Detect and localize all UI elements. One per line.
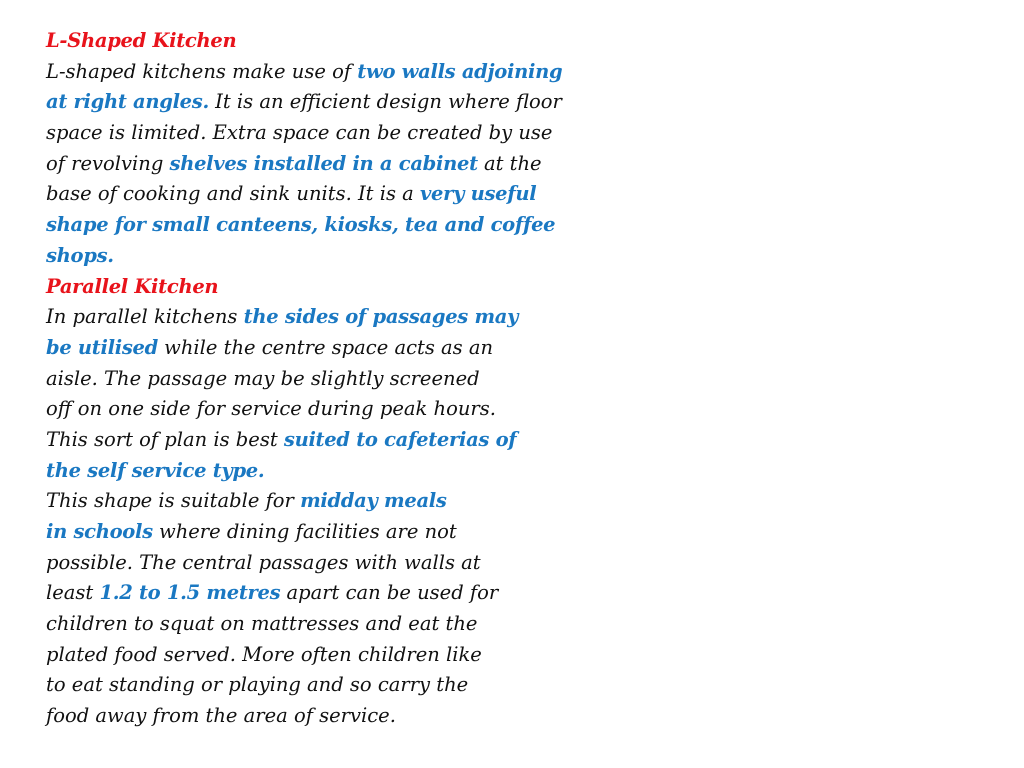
text-line (46, 118, 606, 149)
text-line (46, 333, 606, 364)
body-text: base of cooking and sink units. It is a (46, 182, 420, 206)
body-text: to eat standing or playing and so carry the (46, 673, 469, 697)
text-line (46, 486, 606, 517)
highlighted-phrase: be utilised (46, 335, 158, 359)
text-line (46, 609, 606, 640)
text-line (46, 302, 606, 333)
section-heading: Parallel Kitchen (46, 274, 219, 298)
highlighted-phrase: in schools (46, 520, 153, 543)
highlighted-phrase: shelves installed in a cabinet (169, 151, 478, 175)
highlighted-phrase: the self service type. (46, 458, 265, 482)
highlighted-phrase: suited to cafeterias of (283, 427, 517, 451)
body-text: plated food served. More often children like (46, 642, 482, 666)
body-text: off on one side for service during peak hours. (46, 397, 496, 421)
body-text: space is limited. Extra space can be created by use (46, 121, 553, 145)
text-line (46, 149, 606, 180)
body-text: aisle. The passage may be slightly screened (46, 366, 480, 390)
body-text: It is an efficient design where floor (208, 90, 562, 114)
body-text: at the (477, 151, 542, 175)
highlighted-phrase: shape for small canteens, kiosks, tea and coffee (46, 213, 556, 237)
body-text: least (46, 581, 100, 605)
text-line (46, 425, 606, 456)
body-text: of revolving (46, 151, 170, 175)
highlighted-phrase: at right angles. (46, 90, 209, 114)
body-text: possible. The central passages with walls at (46, 550, 481, 574)
highlighted-phrase: very useful (420, 182, 537, 206)
text-line (46, 640, 606, 671)
text-line (46, 272, 606, 303)
body-text: apart can be used for (280, 581, 499, 605)
text-line (46, 670, 606, 701)
slide-text-body (46, 26, 606, 732)
text-line (46, 364, 606, 395)
body-text: This sort of plan is best (46, 427, 284, 451)
text-line (46, 394, 606, 425)
body-text: L-shaped kitchens make use of (46, 59, 358, 83)
highlighted-phrase: shops. (46, 243, 114, 267)
text-line (46, 26, 606, 57)
body-text: where dining facilities are not (152, 520, 457, 543)
highlighted-phrase: two walls adjoining (357, 59, 563, 83)
text-line (46, 548, 606, 579)
text-line (46, 701, 606, 732)
section-heading: L-Shaped Kitchen (46, 29, 237, 52)
text-line (46, 57, 606, 88)
text-line (46, 456, 606, 487)
highlighted-phrase: the sides of passages may (243, 305, 519, 329)
text-line (46, 241, 606, 272)
body-text: In parallel kitchens (46, 305, 244, 329)
text-line (46, 87, 606, 118)
body-text: This shape is suitable for (46, 489, 301, 513)
text-line (46, 210, 606, 241)
text-line (46, 517, 606, 548)
highlighted-phrase: midday meals (300, 489, 447, 513)
body-text: food away from the area of service. (46, 704, 396, 728)
text-line (46, 179, 606, 210)
body-text: children to squat on mattresses and eat the (46, 612, 478, 636)
body-text: while the centre space acts as an (157, 335, 494, 359)
text-line (46, 578, 606, 609)
highlighted-phrase: 1.2 to 1.5 metres (99, 581, 281, 605)
